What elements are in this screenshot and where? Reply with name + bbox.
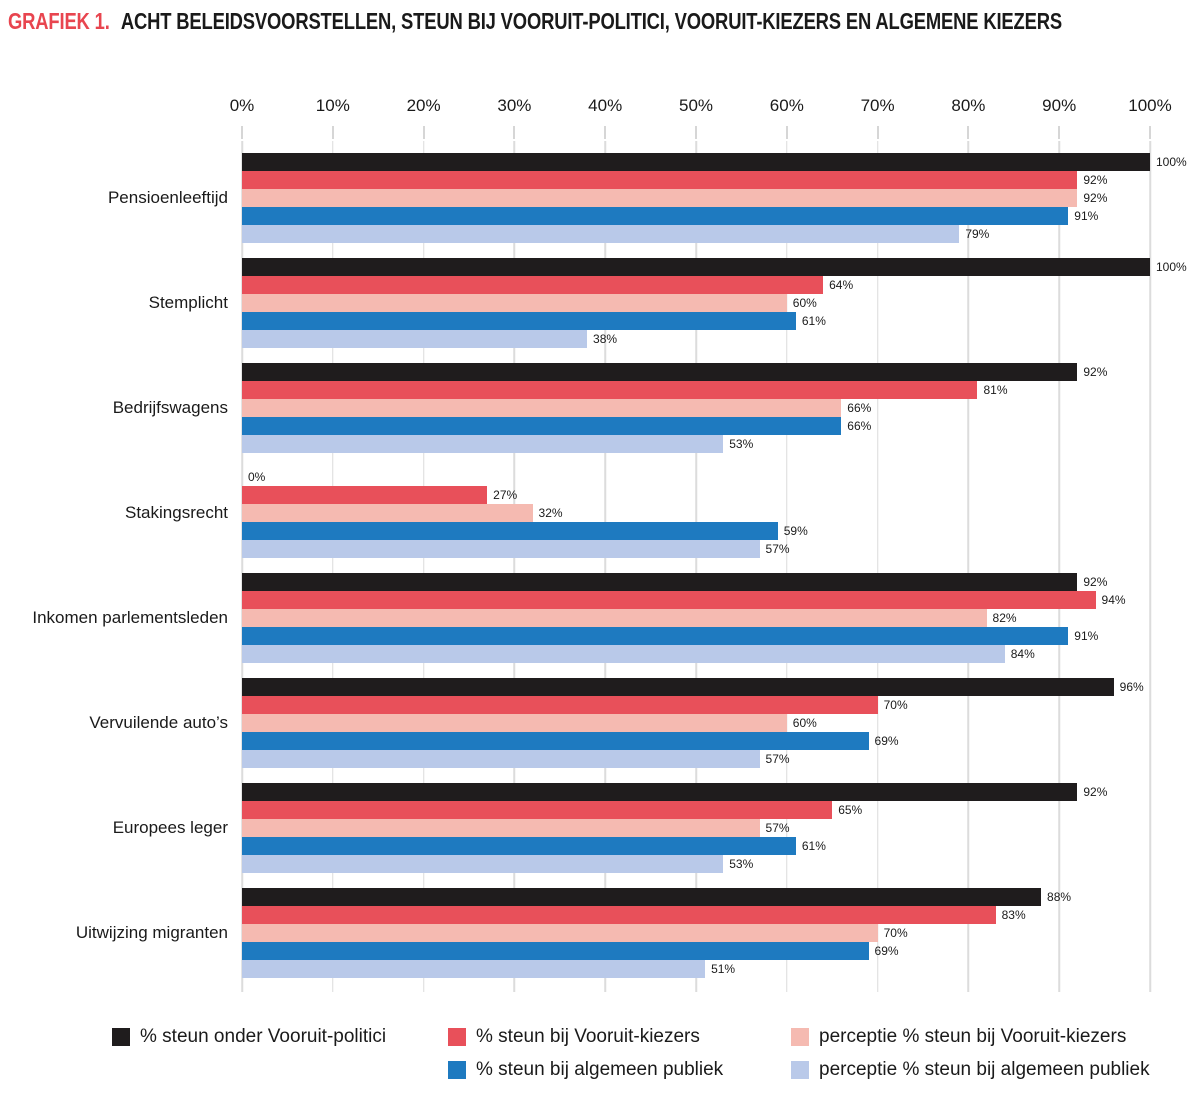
value-label: 79%	[965, 227, 990, 241]
value-label: 92%	[1083, 785, 1108, 799]
category-label: Pensioenleeftijd	[107, 187, 228, 207]
bar-row	[242, 381, 1150, 399]
legend-item-perceptie_publiek	[791, 1059, 1172, 1081]
x-axis-tick-mark	[877, 126, 879, 139]
bar-row	[242, 540, 1150, 558]
bar-chart	[32, 94, 1187, 992]
value-label: 82%	[992, 611, 1017, 625]
bar-row	[242, 153, 1187, 171]
value-label: 64%	[829, 278, 854, 292]
bar-perceptie_kiezers	[242, 504, 533, 522]
bar-row	[242, 924, 1150, 942]
value-label: 51%	[711, 962, 736, 976]
value-label: 61%	[801, 839, 826, 853]
value-label: 70%	[883, 698, 908, 712]
bar-perceptie_kiezers	[242, 399, 841, 417]
bar-row	[242, 678, 1150, 696]
bar-kiezers	[242, 801, 832, 819]
bar-row	[242, 417, 1150, 435]
bar-group	[89, 678, 1150, 768]
value-label: 91%	[1074, 629, 1099, 643]
value-label: 32%	[538, 506, 563, 520]
category-label: Stakingsrecht	[125, 502, 228, 522]
legend-swatch-politici	[112, 1028, 130, 1046]
category-label: Europees leger	[112, 817, 228, 837]
x-axis-tick-mark	[786, 126, 788, 139]
bar-perceptie_publiek	[242, 435, 723, 453]
bar-perceptie_publiek	[242, 330, 587, 348]
bar-row	[242, 801, 1150, 819]
x-axis-ticks	[242, 124, 1150, 141]
bar-row	[242, 171, 1150, 189]
value-label: 27%	[493, 488, 518, 502]
bar-group	[32, 573, 1150, 663]
bar-group	[112, 783, 1150, 873]
bar-kiezers	[242, 696, 878, 714]
x-axis-tick-label: 70%	[860, 96, 895, 115]
bar-perceptie_publiek	[242, 225, 959, 243]
value-label: 38%	[593, 332, 618, 346]
x-axis-tick-mark	[967, 126, 969, 139]
bar-row	[242, 435, 1150, 453]
x-axis-tick-label: 10%	[315, 96, 350, 115]
bar-row	[242, 399, 1150, 417]
bar-publiek	[242, 207, 1068, 225]
bar-row	[242, 783, 1150, 801]
bar-perceptie_publiek	[242, 540, 760, 558]
value-label: 57%	[765, 752, 790, 766]
bar-row	[242, 363, 1150, 381]
x-axis-tick-mark	[513, 126, 515, 139]
legend-item-perceptie_kiezers	[791, 1026, 1172, 1048]
bar-kiezers	[242, 591, 1096, 609]
category-label: Inkomen parlementsleden	[32, 607, 228, 627]
value-label: 70%	[883, 926, 908, 940]
value-label: 92%	[1083, 365, 1108, 379]
bar-row	[242, 855, 1150, 873]
value-label: 53%	[729, 437, 754, 451]
bar-row	[242, 189, 1150, 207]
chart-title-text: ACHT BELEIDSVOORSTELLEN, STEUN BIJ VOORUIT-POLITICI, VOORUIT-KIEZERS EN ALGEMENE KIEZERS	[120, 8, 1062, 34]
value-label: 100%	[1156, 260, 1187, 274]
bar-row	[242, 888, 1150, 906]
bar-row	[242, 225, 1150, 243]
bar-politici	[242, 258, 1150, 276]
value-label: 53%	[729, 857, 754, 871]
bar-row	[242, 837, 1150, 855]
bar-row	[242, 960, 1150, 978]
bar-politici	[242, 678, 1114, 696]
bar-group	[75, 888, 1150, 978]
chart-title-number: GRAFIEK 1.	[8, 8, 110, 34]
bar-row	[242, 609, 1150, 627]
value-label: 65%	[838, 803, 863, 817]
bar-row	[242, 696, 1150, 714]
bar-perceptie_kiezers	[242, 819, 760, 837]
bar-perceptie_publiek	[242, 645, 1005, 663]
x-axis-tick-mark	[332, 126, 334, 139]
x-axis-tick-mark	[1058, 126, 1060, 139]
bar-perceptie_kiezers	[242, 189, 1077, 207]
legend-swatch-perceptie_kiezers	[791, 1028, 809, 1046]
bar-publiek	[242, 417, 841, 435]
value-label: 0%	[248, 470, 266, 484]
bar-row	[242, 819, 1150, 837]
bar-row	[242, 627, 1150, 645]
x-axis-tick-label: 60%	[769, 96, 804, 115]
bar-kiezers	[242, 171, 1077, 189]
bar-row	[242, 645, 1150, 663]
category-label: Bedrijfswagens	[112, 397, 228, 417]
bar-kiezers	[242, 381, 977, 399]
legend-label: perceptie % steun bij Vooruit-kiezers	[819, 1026, 1127, 1047]
bar-perceptie_kiezers	[242, 294, 787, 312]
value-label: 60%	[792, 716, 817, 730]
x-axis-tick-label: 30%	[497, 96, 532, 115]
bar-row	[242, 504, 1150, 522]
bar-perceptie_publiek	[242, 960, 705, 978]
bar-perceptie_publiek	[242, 855, 723, 873]
value-label: 92%	[1083, 173, 1108, 187]
bar-row	[242, 732, 1150, 750]
value-label: 66%	[847, 401, 872, 415]
bar-group	[148, 258, 1187, 348]
bar-perceptie_publiek	[242, 750, 760, 768]
value-label: 57%	[765, 821, 790, 835]
bar-publiek	[242, 837, 796, 855]
legend-swatch-kiezers	[448, 1028, 466, 1046]
bar-publiek	[242, 732, 869, 750]
bar-publiek	[242, 522, 778, 540]
value-label: 94%	[1101, 593, 1126, 607]
category-label: Stemplicht	[148, 292, 228, 312]
x-axis-tick-label: 40%	[588, 96, 623, 115]
bar-row	[242, 312, 1150, 330]
value-label: 92%	[1083, 191, 1108, 205]
bar-group	[125, 468, 1150, 558]
bar-politici	[242, 153, 1150, 171]
bar-row	[242, 486, 1150, 504]
bar-publiek	[242, 312, 796, 330]
value-label: 59%	[783, 524, 808, 538]
bar-row	[242, 522, 1150, 540]
value-label: 84%	[1010, 647, 1035, 661]
bar-row	[242, 906, 1150, 924]
value-label: 88%	[1047, 890, 1072, 904]
x-axis-labels	[229, 94, 1172, 124]
category-label: Vervuilende auto’s	[89, 712, 228, 732]
value-label: 100%	[1156, 155, 1187, 169]
legend-spacer	[112, 1059, 448, 1081]
value-label: 57%	[765, 542, 790, 556]
bar-row	[242, 573, 1150, 591]
x-axis-tick-label: 50%	[678, 96, 714, 115]
bar-politici	[242, 783, 1077, 801]
legend-item-publiek	[448, 1059, 791, 1081]
x-axis-tick-mark	[695, 126, 697, 139]
bar-row	[242, 591, 1150, 609]
bar-perceptie_kiezers	[242, 609, 987, 627]
legend-item-kiezers	[448, 1026, 791, 1048]
legend-label: % steun onder Vooruit-politici	[140, 1026, 387, 1047]
legend-swatch-publiek	[448, 1061, 466, 1079]
category-label: Uitwijzing migranten	[75, 922, 228, 942]
legend-label: % steun bij Vooruit-kiezers	[476, 1026, 700, 1047]
value-label: 96%	[1119, 680, 1144, 694]
bar-kiezers	[242, 276, 823, 294]
x-axis-tick-label: 80%	[951, 96, 986, 115]
bar-publiek	[242, 942, 869, 960]
value-label: 92%	[1083, 575, 1108, 589]
bar-row	[242, 330, 1150, 348]
bar-politici	[242, 573, 1077, 591]
bar-row	[242, 207, 1150, 225]
bar-row	[242, 294, 1150, 312]
bar-row	[242, 258, 1187, 276]
bar-politici	[242, 888, 1041, 906]
value-label: 66%	[847, 419, 872, 433]
x-axis-tick-mark	[604, 126, 606, 139]
legend-swatch-perceptie_publiek	[791, 1061, 809, 1079]
bar-perceptie_kiezers	[242, 714, 787, 732]
legend	[112, 1026, 1172, 1081]
value-label: 91%	[1074, 209, 1099, 223]
bar-kiezers	[242, 906, 996, 924]
x-axis-tick-label: 0%	[229, 96, 255, 115]
value-label: 60%	[792, 296, 817, 310]
bar-row	[242, 942, 1150, 960]
x-axis-tick-label: 100%	[1128, 96, 1172, 115]
bar-perceptie_kiezers	[242, 924, 878, 942]
value-label: 81%	[983, 383, 1008, 397]
bar-row	[242, 276, 1150, 294]
x-axis-tick-label: 20%	[406, 96, 441, 115]
value-label: 83%	[1001, 908, 1026, 922]
value-label: 69%	[874, 944, 899, 958]
legend-label: perceptie % steun bij algemeen publiek	[819, 1059, 1150, 1080]
bar-politici	[242, 363, 1077, 381]
bar-publiek	[242, 627, 1068, 645]
bar-group	[112, 363, 1150, 453]
value-label: 69%	[874, 734, 899, 748]
bar-kiezers	[242, 486, 487, 504]
x-axis-tick-mark	[423, 126, 425, 139]
plot-area	[32, 141, 1187, 992]
bar-row	[242, 714, 1150, 732]
x-axis-tick-label: 90%	[1042, 96, 1077, 115]
bar-group	[107, 153, 1187, 243]
legend-label: % steun bij algemeen publiek	[476, 1059, 724, 1080]
legend-item-politici	[112, 1026, 448, 1048]
bar-row	[242, 468, 1150, 486]
value-label: 61%	[801, 314, 826, 328]
x-axis-tick-mark	[241, 126, 243, 139]
x-axis-tick-mark	[1149, 126, 1151, 139]
chart-title	[8, 8, 1200, 35]
bar-row	[242, 750, 1150, 768]
